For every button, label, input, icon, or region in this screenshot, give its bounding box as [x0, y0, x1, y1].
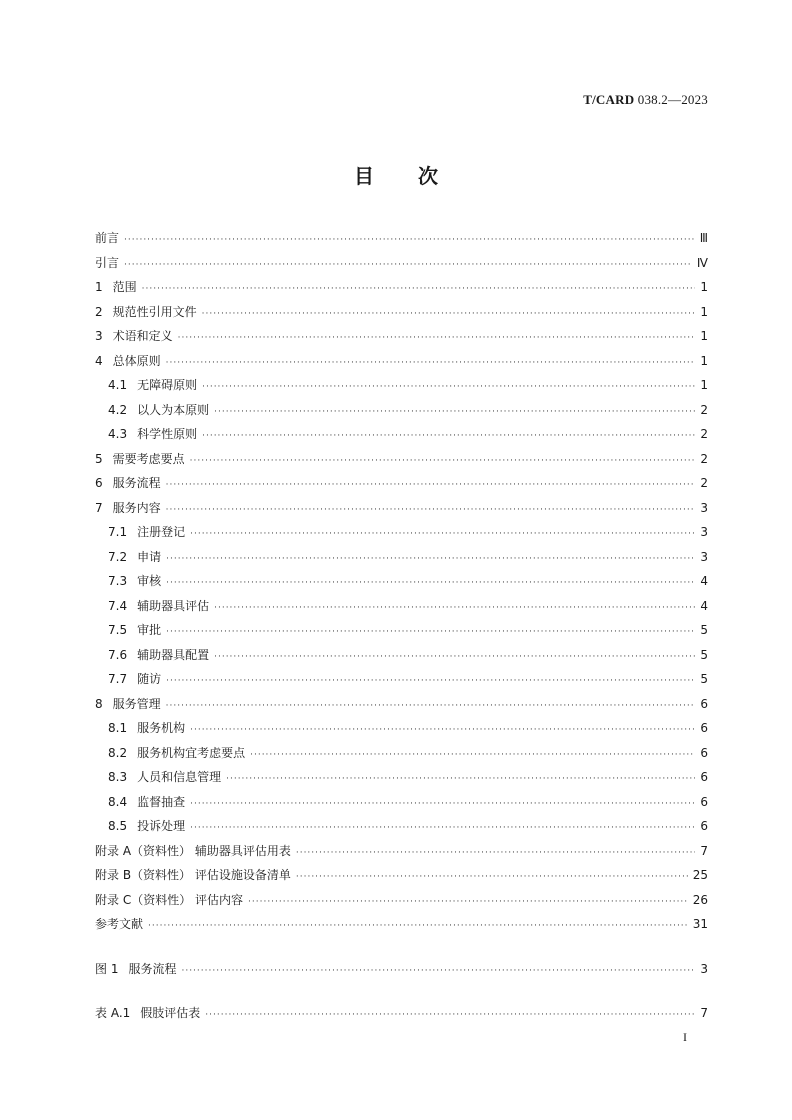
toc-entry[interactable] — [95, 912, 708, 937]
entry-label: 审批 — [137, 623, 162, 637]
entry-number: 6 — [95, 476, 103, 490]
entry-page-number: 26 — [692, 892, 708, 907]
entry-page-number: 2 — [700, 476, 708, 490]
dot-leader — [124, 228, 695, 253]
entry-label: 监督抽查 — [137, 794, 186, 809]
entry-page-number: 5 — [700, 672, 708, 686]
entry-page-number: 25 — [692, 868, 708, 882]
entry-page-number: Ⅳ — [696, 255, 708, 270]
entry-page-number: 3 — [700, 961, 708, 976]
dot-leader — [250, 743, 695, 768]
entry-label: 随访 — [137, 672, 162, 686]
dot-leader — [142, 277, 695, 302]
toc-entry[interactable] — [95, 692, 708, 717]
standard-prefix: T/CARD — [583, 92, 635, 107]
dot-leader — [214, 400, 695, 425]
entry-page-number: 3 — [700, 525, 708, 539]
entry-number: 8.3 — [108, 770, 128, 784]
entry-page-number: 7 — [700, 843, 708, 858]
dot-leader — [166, 694, 695, 719]
toc-entry[interactable] — [95, 741, 708, 766]
dot-leader — [296, 841, 695, 866]
entry-label: 附录 A（资料性） 辅助器具评估用表 — [95, 843, 291, 858]
entry-label: 前言 — [95, 231, 120, 245]
entry-number: 8.2 — [108, 745, 128, 760]
footer-page-number: I — [683, 1030, 687, 1044]
entry-label: 规范性引用文件 — [112, 304, 197, 319]
entry-number: 2 — [95, 304, 103, 319]
toc-entry[interactable] — [95, 667, 708, 692]
toc-entry[interactable] — [95, 349, 708, 374]
dot-leader — [166, 547, 695, 572]
entry-number: 7.5 — [108, 623, 128, 637]
entry-label: 需要考虑要点 — [112, 451, 185, 466]
entry-page-number: Ⅲ — [699, 231, 708, 245]
toc-entry[interactable] — [95, 839, 708, 864]
entry-page-number: 7 — [700, 1006, 708, 1020]
entry-page-number: 2 — [700, 402, 708, 417]
entry-page-number: 6 — [700, 819, 708, 833]
entry-number: 5 — [95, 451, 103, 466]
entry-label: 服务机构 — [137, 721, 186, 735]
entry-number: 8.1 — [108, 721, 128, 735]
entry-page-number: 1 — [700, 304, 708, 319]
dot-leader — [166, 351, 695, 376]
entry-label: 附录 C（资料性） 评估内容 — [95, 892, 244, 907]
toc-entry[interactable] — [95, 226, 708, 251]
entry-page-number: 6 — [700, 696, 708, 711]
entry-label: 参考文献 — [95, 917, 144, 931]
toc-entry[interactable] — [95, 398, 708, 423]
entry-number: 图 1 — [95, 961, 119, 976]
dot-leader — [166, 473, 695, 498]
dot-leader — [190, 792, 695, 817]
entry-page-number: 5 — [700, 623, 708, 637]
entry-number: 4 — [95, 353, 103, 368]
entry-number: 8.4 — [108, 794, 128, 809]
dot-leader — [166, 498, 695, 523]
entry-label: 引言 — [95, 255, 120, 270]
title-char-1: 目 — [354, 164, 374, 188]
entry-page-number: 2 — [700, 451, 708, 466]
toc-entry[interactable] — [95, 422, 708, 447]
dot-leader — [248, 890, 688, 915]
page-title — [0, 160, 792, 189]
toc-entry[interactable] — [95, 373, 708, 398]
toc-entry[interactable] — [95, 863, 708, 888]
entry-label: 科学性原则 — [137, 427, 198, 441]
toc-entry[interactable] — [95, 643, 708, 668]
entry-number: 7 — [95, 500, 103, 515]
figure-entry[interactable] — [95, 957, 708, 982]
entry-number: 7.7 — [108, 672, 128, 686]
entry-label: 注册登记 — [137, 525, 186, 539]
entry-page-number: 6 — [700, 745, 708, 760]
toc-entry[interactable] — [95, 447, 708, 472]
entry-page-number: 6 — [700, 721, 708, 735]
entry-label: 以人为本原则 — [137, 402, 210, 417]
dot-leader — [181, 959, 695, 984]
toc-entry[interactable] — [95, 251, 708, 276]
dot-leader — [148, 914, 688, 939]
dot-leader — [214, 596, 695, 621]
toc-entry[interactable] — [95, 569, 708, 594]
entry-page-number: 4 — [700, 574, 708, 588]
entry-label: 人员和信息管理 — [137, 770, 222, 784]
entry-number: 8.5 — [108, 819, 128, 833]
entry-number: 4.1 — [108, 378, 128, 392]
toc-entry[interactable] — [95, 594, 708, 619]
entry-label: 申请 — [137, 549, 162, 564]
entry-number: 1 — [95, 280, 103, 294]
dot-leader — [202, 424, 695, 449]
entry-number: 表 A.1 — [95, 1006, 131, 1020]
toc-entry[interactable] — [95, 765, 708, 790]
toc-entry[interactable] — [95, 275, 708, 300]
toc-entry[interactable] — [95, 545, 708, 570]
entry-page-number: 1 — [700, 378, 708, 392]
dot-leader — [190, 816, 695, 841]
toc-entry[interactable] — [95, 471, 708, 496]
toc-entry[interactable] — [95, 618, 708, 643]
dot-leader — [178, 326, 695, 351]
dot-leader — [190, 449, 695, 474]
dot-leader — [296, 865, 688, 890]
entry-label: 无障碍原则 — [137, 378, 198, 392]
entry-page-number: 1 — [700, 280, 708, 294]
entry-label: 总体原则 — [112, 353, 161, 368]
dot-leader — [202, 375, 695, 400]
entry-label: 辅助器具评估 — [137, 598, 210, 613]
entry-label: 服务流程 — [128, 961, 177, 976]
dot-leader — [190, 522, 695, 547]
entry-page-number: 4 — [700, 598, 708, 613]
entry-number: 7.1 — [108, 525, 128, 539]
standard-code — [583, 92, 708, 108]
entry-page-number: 1 — [700, 353, 708, 368]
entry-number: 7.2 — [108, 549, 128, 564]
toc-entry[interactable] — [95, 300, 708, 325]
dot-leader — [202, 302, 695, 327]
entry-number: 7.4 — [108, 598, 128, 613]
dot-leader — [166, 571, 695, 596]
dot-leader — [190, 718, 695, 743]
entry-label: 附录 B（资料性） 评估设施设备清单 — [95, 868, 291, 882]
toc-entry[interactable] — [95, 520, 708, 545]
toc-entry[interactable] — [95, 716, 708, 741]
dot-leader — [214, 645, 695, 670]
entry-number: 4.3 — [108, 427, 128, 441]
standard-number: 038.2—2023 — [637, 92, 708, 107]
entry-number: 3 — [95, 329, 103, 343]
entry-page-number: 6 — [700, 770, 708, 784]
entry-page-number: 1 — [700, 329, 708, 343]
entry-label: 投诉处理 — [137, 819, 186, 833]
toc-entry[interactable] — [95, 888, 708, 913]
entry-page-number: 5 — [700, 647, 708, 662]
entry-number: 8 — [95, 696, 103, 711]
table-of-contents — [95, 226, 708, 1026]
entry-label: 假肢评估表 — [140, 1006, 201, 1020]
table-entry[interactable] — [95, 1001, 708, 1026]
entry-page-number: 31 — [692, 917, 708, 931]
entry-label: 范围 — [112, 280, 137, 294]
entry-page-number: 2 — [700, 427, 708, 441]
entry-page-number: 3 — [700, 500, 708, 515]
entry-label: 辅助器具配置 — [137, 647, 210, 662]
entry-label: 术语和定义 — [112, 329, 173, 343]
entry-label: 审核 — [137, 574, 162, 588]
dot-leader — [226, 767, 695, 792]
entry-label: 服务机构宜考虑要点 — [137, 745, 246, 760]
toc-entry[interactable] — [95, 496, 708, 521]
dot-leader — [124, 253, 692, 278]
entry-number: 7.6 — [108, 647, 128, 662]
entry-page-number: 6 — [700, 794, 708, 809]
dot-leader — [166, 620, 695, 645]
toc-entry[interactable] — [95, 790, 708, 815]
entry-page-number: 3 — [700, 549, 708, 564]
entry-number: 7.3 — [108, 574, 128, 588]
title-char-2: 次 — [418, 164, 438, 188]
dot-leader — [205, 1003, 695, 1028]
toc-entry[interactable] — [95, 814, 708, 839]
toc-entry[interactable] — [95, 324, 708, 349]
entry-label: 服务内容 — [112, 500, 161, 515]
dot-leader — [166, 669, 695, 694]
entry-label: 服务管理 — [112, 696, 161, 711]
entry-number: 4.2 — [108, 402, 128, 417]
entry-label: 服务流程 — [112, 476, 161, 490]
